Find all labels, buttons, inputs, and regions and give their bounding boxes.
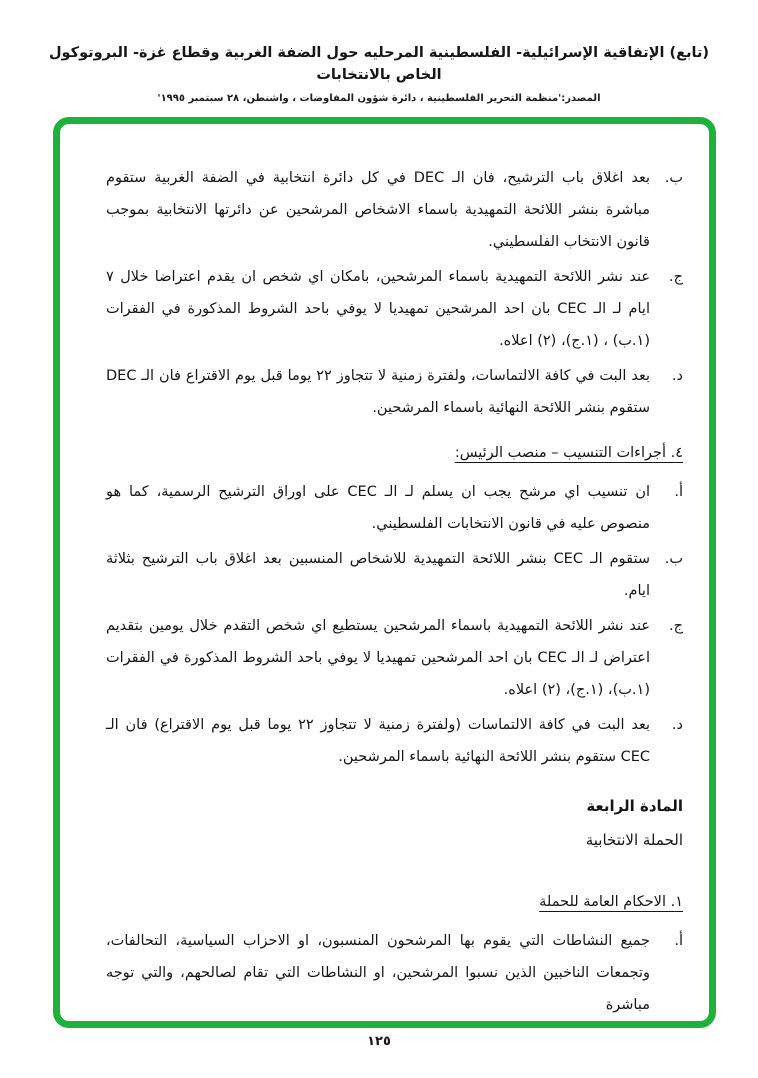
item-marker: ب. [664,170,683,186]
campaign-provisions-list [106,925,683,1021]
list-item [106,261,683,357]
item-text: جميع النشاطات التي يقوم بها المرشحون المنسبون، او الاحزاب السياسية، التحالفات، وتجمعات الناخبين الذين نسبوا المرشحين، او النشاطات التي تقام لصالحهم، والتي توجه مباشرة [106,933,650,1013]
document-title: (تابع) الإتفاقية الإسرائيلية- الفلسطينية المرحليه حول الضفة الغربية وقطاع غزة- البروتوكول الخاص بالانتخابات [48,45,710,83]
list-item [106,543,683,607]
list-item [106,476,683,540]
item-text: ان تنسيب اي مرشح يجب ان يسلم لـ الـ CEC على اوراق الترشيح الرسمية، كما هو منصوص عليه في قانون الانتخابات الفلسطيني. [106,484,650,532]
campaign-section-heading: ١. الاحكام العامة للحملة [539,894,683,910]
document-source-line: المصدر:'منظمة التحرير الفلسطينية ، دائرة شؤون المفاوضات ، واشنطن، ٢٨ سبتمبر ١٩٩٥' [157,93,601,104]
content-frame [53,117,716,1028]
article-four-subtitle: الحملة الانتخابية [585,831,683,849]
item-marker: ج. [669,269,683,285]
item-marker: د. [671,717,683,733]
item-text: ستقوم الـ CEC بنشر اللائحة التمهيدية للاشخاص المنسبين بعد اغلاق باب الترشيح بثلاثة ايام. [106,551,650,599]
list-item [106,162,683,258]
document-header [0,42,758,104]
item-text: بعد اغلاق باب الترشيح، فان الـ DEC في كل دائرة انتخابية في الضفة الغربية ستقوم مباشرة بنشر اللائحة التمهيدية باسماء الاشخاص المرشحين عن دائرتها الانتخابية بموجب قانون الانتخاب الفلسطيني. [106,170,650,250]
item-marker: أ. [674,933,683,949]
nomination-section-heading: ٤. أجراءات التنسيب – منصب الرئيس: [454,445,683,461]
item-marker: ب. [664,551,683,567]
item-text: بعد البت في كافة الالتماسات، ولفترة زمنية لا تتجاوز ٢٢ يوما قبل يوم الاقتراع فان الـ DEC ستقوم بنشر اللائحة النهائية باسماء المرشحين. [106,368,650,416]
item-marker: د. [671,368,683,384]
list-item [106,709,683,773]
list-item [106,360,683,424]
article-four-title: المادة الرابعة [586,797,683,815]
item-text: عند نشر اللائحة التمهيدية باسماء المرشحين يستطيع اي شخص التقدم خلال يومين بتقديم اعتراض لـ الـ CEC بان احد المرشحين تمهيديا لا يوفي باحد الشروط المذكورة في الفقرات (١.ب)، (١.ج)، (٢) اعلاه. [106,618,650,698]
district-candidates-list [106,162,683,424]
list-item [106,925,683,1021]
item-marker: ج. [669,618,683,634]
item-text: عند نشر اللائحة التمهيدية باسماء المرشحين، بامكان اي شخص ان يقدم اعتراضا خلال ٧ ايام لـ الـ CEC بان احد المرشحين تمهيديا لا يوفي باحد الشروط المذكورة في الفقرات (١.ب) ، (١.ج)، (٢) اعلاه. [106,269,650,349]
page-number: ١٢٥ [367,1034,391,1049]
list-item [106,610,683,706]
nomination-procedures-list [106,476,683,773]
item-text: بعد البت في كافة الالتماسات (ولفترة زمنية لا تتجاوز ٢٢ يوما قبل يوم الاقتراع) فان الـ CEC ستقوم بنشر اللائحة النهائية باسماء المرشحين. [106,717,651,765]
item-marker: أ. [674,484,683,500]
